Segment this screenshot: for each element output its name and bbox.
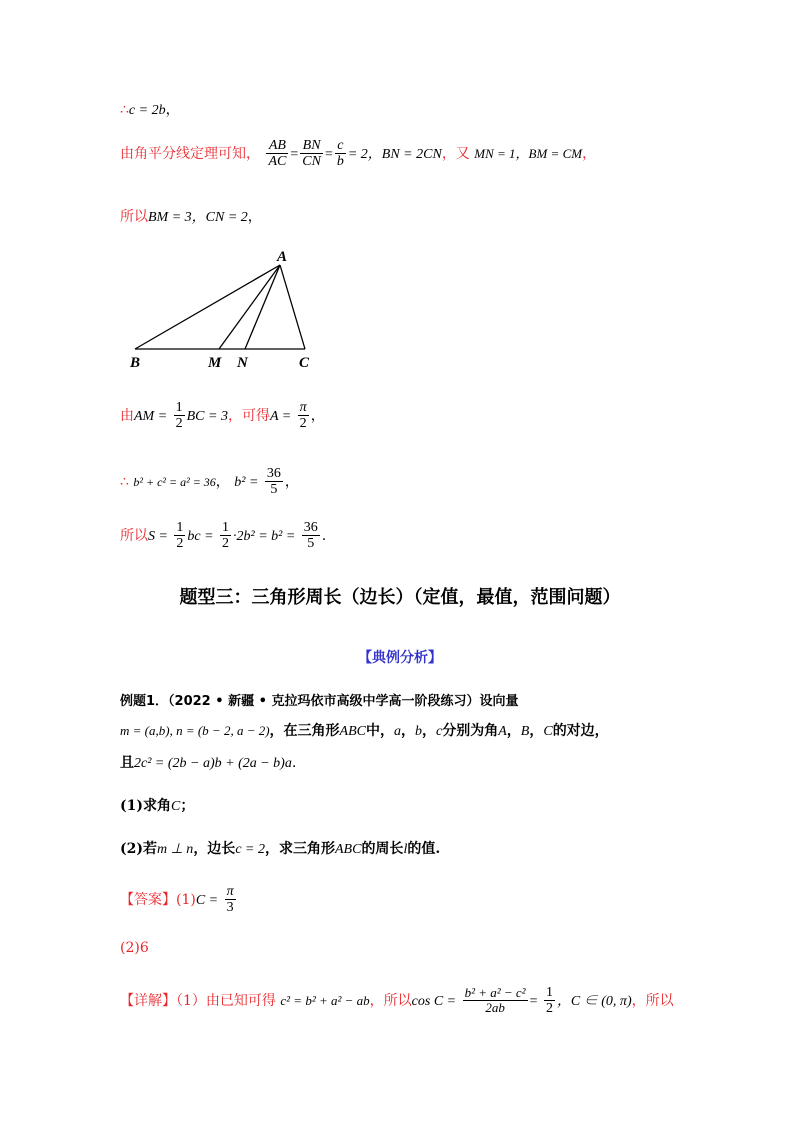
frac-num: 1 — [545, 985, 553, 1000]
fraction-bn-cn — [300, 138, 323, 170]
fraction-1-2 — [220, 520, 231, 552]
formula-vectors: m = (a,b), n = (b − 2, a − 2) — [120, 723, 270, 738]
frac-den: 2 — [299, 416, 307, 432]
frac-den: 5 — [307, 536, 315, 552]
formula-bn-2cn: = 2，BN = 2CN — [347, 146, 442, 162]
question-1 — [120, 795, 194, 815]
math-abc: ABC — [339, 724, 366, 739]
answer-c-eq: C = — [195, 892, 219, 908]
text-so: 所以 — [120, 527, 148, 544]
fraction-ab-ac — [266, 138, 288, 170]
text-angle-bisector: 由角平分线定理可知， — [120, 145, 260, 162]
punct: ； — [180, 798, 195, 814]
punct: ， — [284, 473, 299, 490]
frac-num: π — [299, 400, 307, 415]
q1-math-c: C — [171, 799, 181, 814]
math-c: c — [436, 724, 443, 739]
answer-part-2: (2)6 — [120, 940, 149, 956]
label-b: B — [130, 355, 141, 370]
q2-text5: 的值. — [407, 841, 441, 857]
q2-text: (2)若 — [120, 841, 157, 857]
q2-text4: 的周长 — [361, 841, 404, 857]
q2-perp: m ⊥ n — [157, 842, 194, 857]
frac-den: 2ab — [485, 1000, 505, 1016]
formula-c-2b: c = 2b — [128, 103, 166, 118]
formula-b2-c2-a2: b² + c² = a² = 36 — [133, 474, 216, 489]
text-opposite-sides: 的对边， — [552, 723, 609, 739]
label-m: M — [208, 355, 222, 370]
equals: = — [529, 993, 538, 1009]
detail-line — [120, 985, 674, 1017]
frac-num: BN — [300, 138, 323, 154]
example-analysis-label: 【典例分析】 — [358, 650, 442, 666]
text-middle: 中， — [366, 723, 394, 739]
fraction-1-2 — [544, 985, 555, 1017]
math-angle-b: B — [520, 724, 530, 739]
frac-den: 2 — [176, 536, 184, 552]
text-also: ，又 — [441, 145, 470, 162]
fraction-pi-2 — [298, 400, 309, 432]
detail-text1: （1）由已知可得 — [176, 992, 276, 1009]
fraction-1-2 — [174, 400, 185, 432]
text-get: ，可得 — [227, 407, 270, 424]
frac-num: b² + a² − c² — [464, 985, 526, 1001]
section-title: 题型三：三角形周长（边长）（定值，最值，范围问题） — [179, 587, 621, 608]
frac-den: CN — [302, 154, 321, 170]
answer-part-1: (1) — [176, 891, 196, 908]
segment-am — [219, 265, 280, 349]
text-so: 所以 — [120, 209, 148, 225]
solution-line-4 — [120, 400, 325, 432]
text-and: 且 — [120, 755, 134, 771]
frac-den: b — [336, 154, 344, 170]
frac-num: c — [335, 138, 346, 154]
formula-c-range: ，C ∈ (0, π) — [556, 993, 632, 1009]
therefore-symbol: ∴ — [120, 473, 129, 490]
label-a: A — [277, 249, 288, 265]
answer-label: 【答案】 — [120, 891, 176, 908]
formula-bc-3: BC = 3 — [186, 408, 228, 424]
punct: ， — [582, 145, 597, 162]
q2-l: l — [403, 842, 408, 857]
frac-num: 1 — [175, 400, 183, 415]
question-2 — [120, 838, 440, 858]
frac-den: 2 — [222, 536, 230, 552]
formula-s-eq: S = — [148, 528, 168, 544]
formula-condition: 2c² = (2b − a)b + (2a − b)a — [134, 756, 292, 771]
formula-bm-cn: BM = 3，CN = 2 — [148, 210, 248, 225]
frac-den: AC — [268, 154, 287, 170]
detail-text2: ，所以 — [369, 992, 412, 1009]
text-from: 由 — [120, 407, 134, 424]
equals: = — [324, 146, 333, 162]
equals: = — [290, 146, 299, 162]
punct: ， — [165, 102, 180, 118]
text-angles: 分别为角 — [442, 723, 499, 739]
q2-text2: ，边长 — [193, 841, 236, 857]
punct: . — [321, 527, 327, 544]
fraction-36-5 — [302, 520, 320, 552]
detail-text3: ，所以 — [631, 992, 674, 1009]
example-condition — [120, 752, 296, 772]
q2-c-eq-2: c = 2 — [235, 842, 265, 857]
label-n: N — [237, 355, 248, 370]
frac-num: π — [226, 884, 234, 899]
q2-text3: ，求三角形 — [264, 841, 335, 857]
fraction-c-b — [335, 138, 346, 170]
detail-label: 【详解】 — [120, 992, 176, 1009]
solution-line-6 — [120, 520, 326, 552]
q1-text: (1)求角 — [120, 798, 171, 814]
therefore-symbol: ∴ — [120, 102, 129, 118]
fraction-1-2 — [174, 520, 185, 552]
punct: ， — [247, 209, 262, 225]
triangle-figure — [120, 245, 330, 370]
formula-cos-c: cos C = — [411, 993, 457, 1009]
math-angle-c: C — [543, 724, 553, 739]
formula-mn-bm-cm: MN = 1，BM = CM — [474, 145, 583, 161]
fraction-36-5 — [265, 466, 283, 498]
side-ac — [280, 265, 305, 349]
fraction-pi-3 — [225, 884, 236, 916]
frac-num: 36 — [303, 520, 318, 535]
solution-line-5 — [120, 466, 299, 498]
frac-den: 5 — [270, 482, 278, 498]
formula-a-eq: A = — [269, 408, 292, 424]
frac-num: 36 — [266, 466, 281, 481]
frac-den: 3 — [226, 900, 234, 916]
label-c: C — [299, 355, 310, 370]
solution-line-2 — [120, 138, 596, 170]
example-heading: 例题1．（2022 • 新疆 • 克拉玛依市高级中学高一阶段练习）设向量 — [120, 694, 519, 709]
formula-b2-eq: b² = — [234, 474, 259, 490]
formula-2b2: ·2b² = b² = — [233, 528, 296, 544]
side-ab — [135, 265, 280, 349]
solution-line-3 — [120, 206, 262, 226]
solution-line-1 — [120, 99, 180, 119]
formula-bc: bc = — [187, 528, 214, 544]
punct: . — [291, 755, 297, 771]
text-in-triangle: ，在三角形 — [269, 723, 340, 739]
punct: ， — [310, 407, 325, 424]
math-b: b — [415, 724, 422, 739]
frac-den: 2 — [545, 1001, 553, 1017]
math-a: a — [394, 724, 401, 739]
punct: ， — [215, 473, 230, 490]
frac-num: AB — [266, 138, 288, 154]
frac-num: 1 — [176, 520, 184, 535]
math-angle-a: A — [498, 724, 507, 739]
formula-cosine-law: c² = b² + a² − ab — [280, 992, 370, 1008]
frac-num: 1 — [222, 520, 230, 535]
example-vector-line: m = (a,b), n = (b − 2, a − 2)，在三角形ABC中，a，b，c分别为角A，B，C的对边， — [120, 723, 609, 739]
formula-am: AM = — [134, 408, 168, 424]
frac-den: 2 — [175, 416, 183, 432]
q2-abc: ABC — [334, 842, 362, 857]
answer-line-1 — [120, 884, 238, 916]
fraction-cos — [463, 986, 528, 1016]
